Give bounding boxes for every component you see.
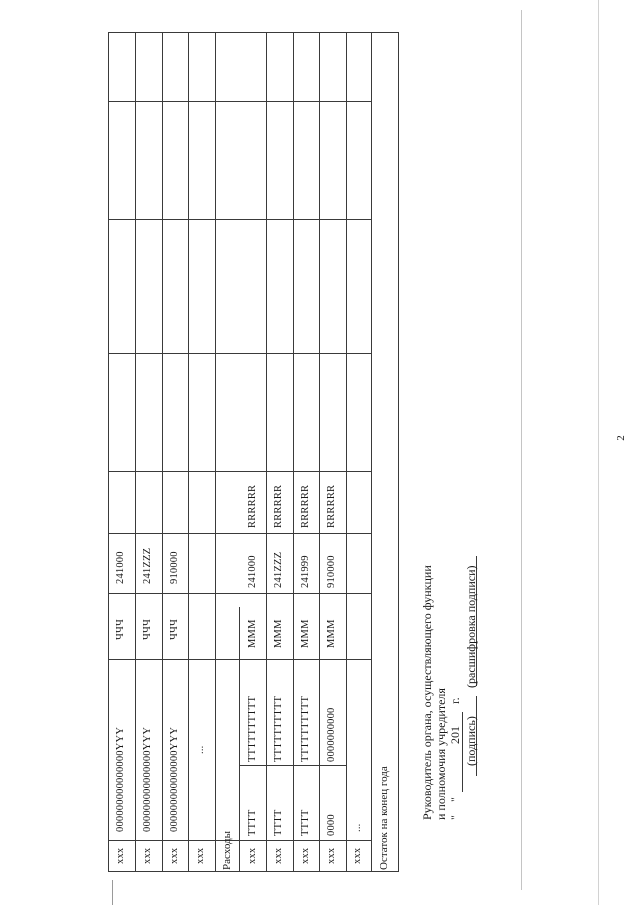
date-month-line <box>462 712 463 792</box>
table-cell: ... <box>195 745 206 754</box>
table-cell: 000000000000000YYY <box>169 726 180 832</box>
col-line <box>108 32 398 33</box>
col-line <box>108 353 371 354</box>
table-cell: MMM <box>326 619 337 648</box>
signatory-title-line2: и полномочия учредителя <box>434 688 448 820</box>
page-number: 2 <box>614 435 627 441</box>
col-line <box>108 840 371 841</box>
table-cell: 910000 <box>169 551 180 584</box>
table-cell: 910000 <box>326 555 337 588</box>
table-cell: 0000 <box>326 814 337 836</box>
date-year-suffix: г. <box>448 697 462 704</box>
signature-caption: (подпись) <box>464 716 478 766</box>
name-caption: (расшифровка подписи) <box>464 565 478 688</box>
table-border-top <box>108 32 109 872</box>
table-cell: MMM <box>273 619 284 648</box>
row-line <box>239 607 240 872</box>
table-cell: xxx <box>300 847 311 864</box>
table-cell: TTTT <box>273 809 284 836</box>
row-line <box>215 32 216 872</box>
table-cell: xxx <box>247 847 258 864</box>
scan-edge-left <box>112 880 113 905</box>
row-line <box>266 32 267 872</box>
col-line <box>108 533 371 534</box>
row-line <box>319 32 320 872</box>
table-cell: TTTT <box>247 809 258 836</box>
table-cell: 0000000000 <box>326 707 337 762</box>
col-line <box>108 593 371 594</box>
table-cell: 241999 <box>300 555 311 588</box>
table-cell: 241000 <box>247 555 258 588</box>
table-cell: ЧЧЧ <box>142 618 153 640</box>
row-line <box>135 32 136 872</box>
table-cell: xxx <box>195 847 206 864</box>
row-line <box>162 32 163 872</box>
row-line <box>188 32 189 872</box>
scan-edge-far <box>598 0 599 905</box>
expenses-heading: Расходы <box>221 831 233 870</box>
table-cell: RRRRRR <box>326 484 337 528</box>
col-line <box>108 219 371 220</box>
table-cell: ЧЧЧ <box>169 618 180 640</box>
col-line <box>108 871 398 872</box>
table-cell: MMM <box>300 619 311 648</box>
table-cell: 241ZZZ <box>273 551 284 588</box>
scan-edge-right <box>521 10 522 890</box>
table-cell: xxx <box>169 847 180 864</box>
table-cell: RRRRRR <box>247 484 258 528</box>
signatory-title-line1: Руководитель органа, осуществляющего функции <box>420 565 434 820</box>
table-cell: 000000000000000YYY <box>142 726 153 832</box>
table-border-bottom <box>398 32 399 872</box>
table-cell: TTTT <box>300 809 311 836</box>
row-line <box>293 32 294 872</box>
rotated-sheet <box>108 32 478 872</box>
row-line <box>371 32 372 872</box>
table-cell: TTTTTTTTTT <box>247 695 258 762</box>
table-cell: xxx <box>326 847 337 864</box>
table-cell: xxx <box>142 847 153 864</box>
balance-end-label: Остаток на конец года <box>378 766 390 870</box>
table-cell: TTTTTTTTTT <box>273 695 284 762</box>
table-cell: 241000 <box>115 551 126 584</box>
table-cell: xxx <box>273 847 284 864</box>
date-quote-open: " <box>448 815 462 820</box>
table-cell: ЧЧЧ <box>115 618 126 640</box>
table-cell: xxx <box>115 847 126 864</box>
date-year: 201 <box>448 726 462 744</box>
table-cell: xxx <box>352 847 363 864</box>
row-line <box>346 32 347 872</box>
col-line <box>239 765 346 766</box>
table-cell: 241ZZZ <box>142 547 153 584</box>
table-cell: TTTTTTTTTT <box>300 695 311 762</box>
col-line <box>108 101 371 102</box>
table-cell: MMM <box>247 619 258 648</box>
table-cell: ... <box>352 823 363 832</box>
table-cell: RRRRRR <box>300 484 311 528</box>
col-line <box>108 659 371 660</box>
col-line <box>108 471 371 472</box>
table-cell: 000000000000000YYY <box>115 726 126 832</box>
date-quote-close: " <box>448 797 462 802</box>
table-cell: RRRRRR <box>273 484 284 528</box>
